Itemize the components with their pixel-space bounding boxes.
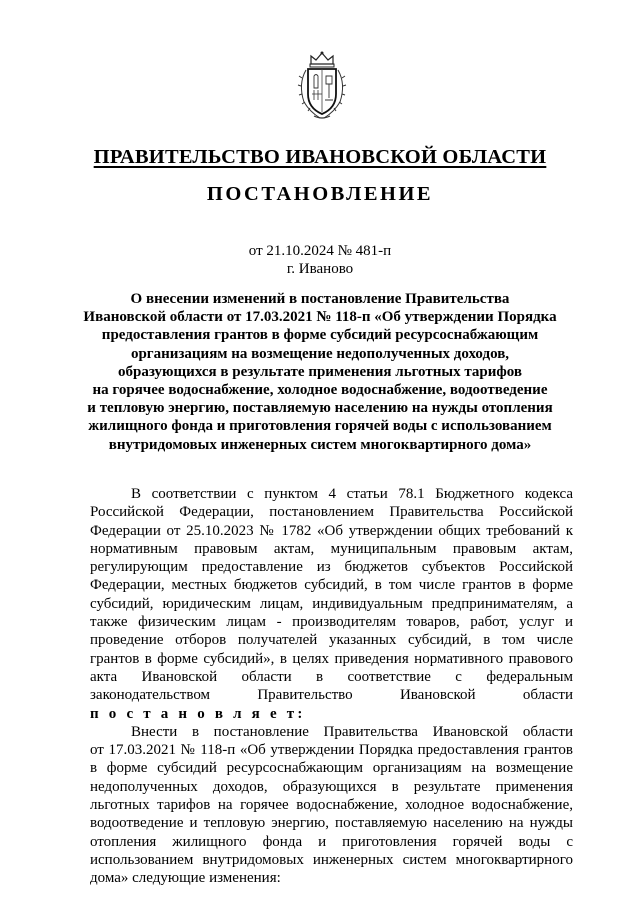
body-line: отопления жилищного фонда и приготовления горячей воды с (90, 833, 573, 850)
subject-line: и тепловую энергию, поставляемую населению на нужды отопления (87, 400, 553, 417)
document-date-number: от 21.10.2024 № 481-п (248, 243, 392, 259)
organization-title: ПРАВИТЕЛЬСТВО ИВАНОВСКОЙ ОБЛАСТИ (93, 146, 547, 168)
body-line: также физическим лицам - производителям товаров, работ, услуг и (90, 614, 573, 631)
body-line: В соответствии с пунктом 4 статьи 78.1 Бюджетного кодекса (131, 486, 573, 502)
body-line: Российской Федерации, постановлением Правительства Российской (90, 504, 573, 521)
body-line: льготных тарифов на горячее водоснабжение, холодное водоснабжение, (90, 797, 573, 814)
body-line: законодательством Правительство Ивановской области (90, 687, 573, 704)
body-line: Федерации от 25.10.2023 № 1782 «Об утверждении общих требований к (90, 522, 573, 539)
body-line: регулирующим предоставление из бюджетов субъектов Российской (90, 559, 573, 576)
body-line: Федерации, местных бюджетов субсидий, в том числе грантов в форме (90, 577, 573, 594)
document-subject (80, 290, 560, 454)
body-line: субсидий, юридическим лицам, индивидуальным предпринимателям, а (90, 595, 573, 612)
decree-word: п о с т а н о в л я е т: (90, 705, 306, 722)
body-line: в форме субсидий ресурсоснабжающим организациям на возмещение (90, 760, 573, 777)
body-line: использованием внутридомовых инженерных систем многоквартирного (90, 851, 573, 868)
body-line: Внести в постановление Правительства Ивановской области (131, 723, 573, 740)
subject-line: организациям на возмещение недополученных доходов, (130, 345, 510, 362)
document-city: г. Иваново (286, 261, 354, 277)
subject-line: Ивановской области от 17.03.2021 № 118-п «Об утверждении Порядка (83, 309, 557, 326)
body-line: недополученных доходов, образующихся в результате применения (90, 778, 573, 795)
subject-line: предоставления грантов в форме субсидий ресурсоснабжающим (101, 327, 539, 344)
body-line: проведение отборов получателей указанных субсидий, в том числе (90, 632, 573, 649)
subject-line: образующихся в результате применения льготных тарифов (118, 363, 522, 380)
body-line: грантов в форме субсидий», в целях приведения нормативного правового (90, 650, 573, 667)
subject-line: жилищного фонда и приготовления горячей воды с использованием (88, 418, 552, 435)
subject-line: внутридомовых инженерных систем многоквартирного дома» (108, 436, 532, 453)
body-line: от 17.03.2021 № 118-п «Об утверждении Порядка предоставления грантов (90, 742, 573, 759)
subject-line: О внесении изменений в постановление Правительства (130, 291, 510, 307)
body-line: акта Ивановской области в соответствие с федеральным (90, 668, 573, 685)
ivanovo-region-coat-of-arms-icon (296, 50, 348, 122)
document-type-heading: ПОСТАНОВЛЕНИЕ (206, 183, 434, 205)
body-line: дома» следующие изменения: (90, 870, 281, 887)
body-line: нормативным правовым актам, муниципальным правовым актам, (90, 540, 573, 557)
body-line: водоотведение и тепловую энергию, поставляемую населению на нужды (90, 815, 573, 832)
document-body (90, 485, 573, 888)
subject-line: на горячее водоснабжение, холодное водоснабжение, водоотведение (92, 382, 548, 399)
